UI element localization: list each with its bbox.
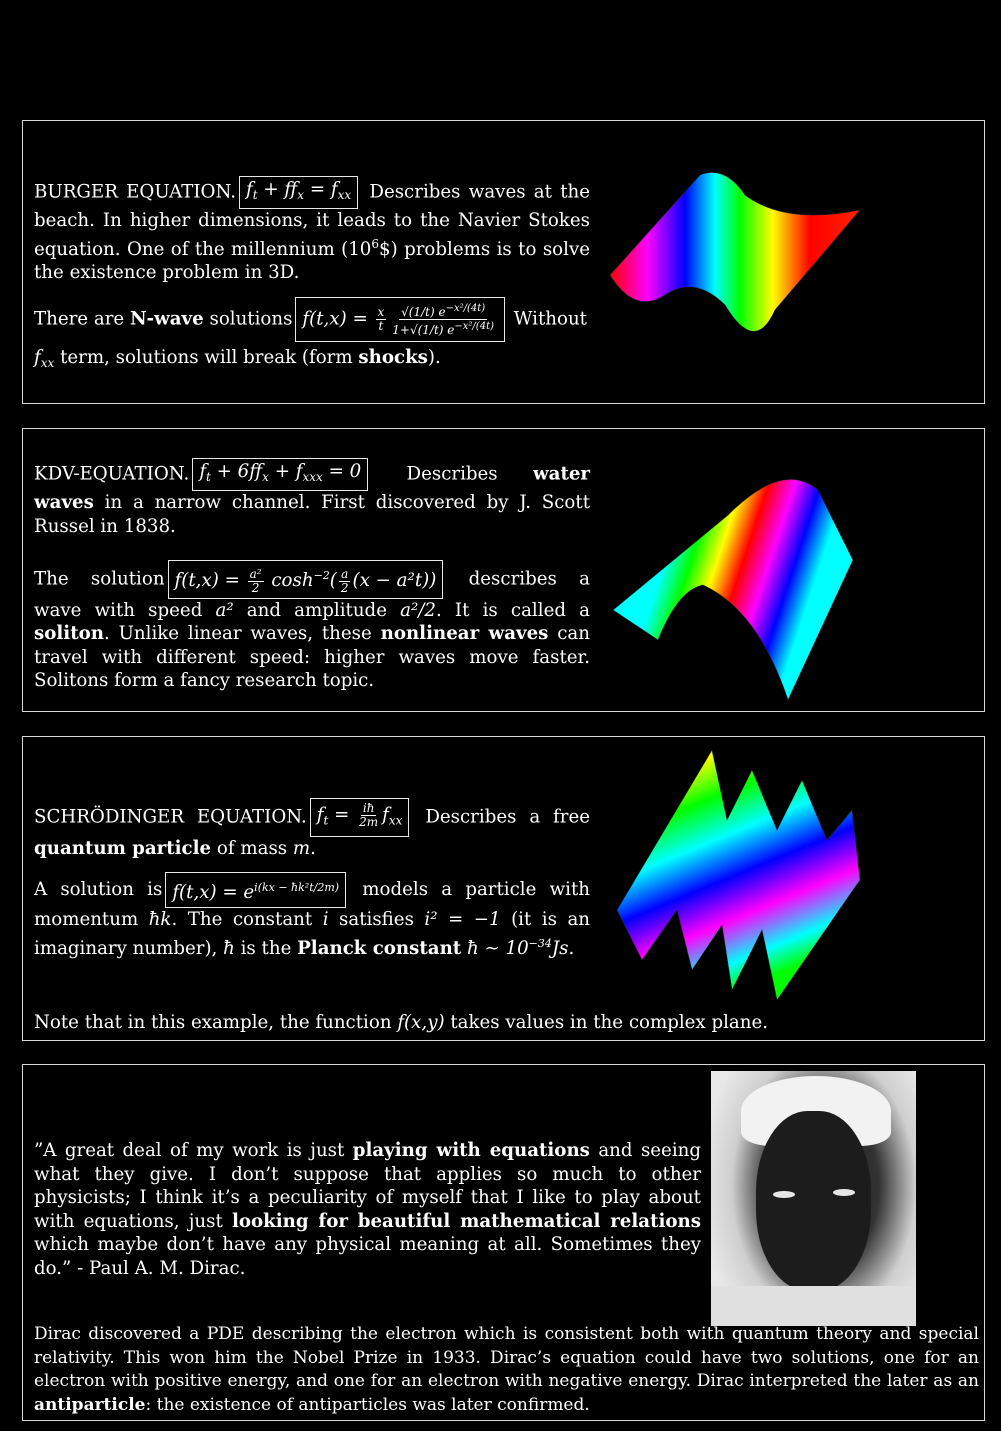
kdv-text-f: can travel with different speed: higher waves move faster. Solitons form a fancy research topic. xyxy=(34,623,590,692)
burger-shocks-bold: shocks xyxy=(358,346,428,368)
kdv-solution-intro: The solution xyxy=(34,568,165,590)
schrodinger-solution-intro: A solution is xyxy=(34,879,163,901)
dirac-portrait-eye xyxy=(773,1191,795,1198)
kdv-soliton-plot xyxy=(608,470,863,705)
kdv-equation-box: $f_t + 6ff_x + f_{xxx} = 0$ xyxy=(192,458,368,491)
burger-wave-plot xyxy=(605,165,865,360)
schrodinger-solution-box: $f(t,x) = e^{i(kx - ħk^2t/2m)}$ xyxy=(165,872,346,908)
burger-nwave-intro: There are xyxy=(34,308,130,329)
schrodinger-equation-box: $f_t$ = $\frac{iħ}{2m}$ $f_{xx}$ xyxy=(310,798,410,837)
dirac-quote xyxy=(34,1139,701,1280)
dirac-paragraph xyxy=(34,1323,979,1417)
quote-bold2: looking for beautiful mathematical relations xyxy=(232,1210,701,1232)
schrodinger-text-b: models a particle with momentum xyxy=(34,879,591,931)
kdv-text-e: . Unlike linear waves, these xyxy=(103,623,381,645)
burger-text: BURGER EQUATION. $f_t + ff_x = f_{xx}$ Describes waves at the beach. In higher dimensions, it leads to the Navier Stokes equation. One of the millennium $(10^6\$)$ problems is to solve the existence problem in 3D. There are N-wave solutions f(t,x) = $\frac{x}{t}$ $\frac{√(1/t) e^{-x^2/(4t)}}{1+√(1/t) e^{-x^2/(4t)}}$ Without $f_{xx}$ term, solutions will break (form shocks). xyxy=(34,176,590,375)
kdv-surface xyxy=(613,479,853,700)
schrodinger-title: SCHRÖDINGER EQUATION. xyxy=(34,806,307,828)
burger-shock-text: term, solutions will break (form xyxy=(54,346,359,368)
kdv-title: KDV-EQUATION. xyxy=(34,463,190,485)
burger-surface xyxy=(610,173,860,332)
dirac-para-part1: Dirac discovered a PDE describing the electron which is consistent both with quantum theory and special relativity. This won him the Nobel Prize in 1933. Dirac’s equation could have two solutions, one for an electron with positive energy, and one for an electron with negative energy. Dirac interpreted the later as an xyxy=(34,1324,979,1391)
burger-nwave-bold: N-wave xyxy=(129,308,204,329)
schrodinger-text-c: . The constant xyxy=(171,909,323,931)
kdv-soliton-bold: soliton xyxy=(34,623,104,645)
schrodinger-note: Note that in this example, the function f(x,y) takes values in the complex plane. xyxy=(34,1012,769,1033)
schrodinger-text: SCHRÖDINGER EQUATION. $f_t$ = $\frac{iħ}{2m}$ $f_{xx}$ Describes a free quantum particle of mass m. A solution is $f(t,x) = e^{i(kx - ħk^2t/2m)}$ models a particle with momentum ħk. The constant i satisfies i² = −1 (it is an imaginary number), ħ is the Planck constant ħ ∼ $10^{-34}Js$. xyxy=(34,798,590,960)
schrodinger-desc2: of mass xyxy=(211,837,293,859)
kdv-nonlinear-bold: nonlinear waves xyxy=(380,623,549,645)
dirac-para-part2: : the existence of antiparticles was later confirmed. xyxy=(145,1394,590,1415)
kdv-text: KDV-EQUATION. $f_t + 6ff_x + f_{xxx} = 0$ Describes water waves in a narrow channel. First discovered by J. Scott Russel in 1838. The solution f(t,x) = $\frac{\text{a²}}{2}$ $\cosh^{-2}$( $\frac{a}{2}$ (x − a²t)) describes a wave with speed a² and amplitude a²/2. It is called a soliton. Unlike linear waves, these nonlinear waves can travel with different speed: higher waves move faster. Solitons form a fancy research topic. xyxy=(34,458,590,693)
burger-equation-box: $f_t + ff_x = f_{xx}$ xyxy=(239,176,358,209)
schrodinger-quantum-bold: quantum particle xyxy=(34,837,212,859)
burger-desc2: $) problems is to solve the existence problem in 3D. xyxy=(34,238,590,283)
burger-solution-box: f(t,x) = $\frac{x}{t}$ $\frac{√(1/t) e^{-x^2/(4t)}}{1+√(1/t) e^{-x^2/(4t)}}$ xyxy=(295,297,505,342)
burger-end: ). xyxy=(427,346,441,368)
schrodinger-surface xyxy=(617,750,860,1000)
burger-without: Without xyxy=(508,308,587,329)
kdv-text-d: . It is called a xyxy=(435,599,590,621)
note-text-b: takes values in the complex plane. xyxy=(444,1012,769,1033)
burger-nwave-text: solutions xyxy=(203,308,293,329)
schrodinger-wave-plot xyxy=(612,750,862,1005)
kdv-desc: Describes xyxy=(371,463,533,485)
kdv-text-b: describes a wave with speed xyxy=(34,568,590,621)
quote-part3: which maybe don’t have any physical meaning at all. Sometimes they do.” - Paul A. M. Dirac. xyxy=(34,1234,701,1279)
dirac-portrait-eye xyxy=(833,1189,855,1196)
dirac-antiparticle-bold: antiparticle xyxy=(34,1394,146,1415)
quote-part1: ”A great deal of my work is just xyxy=(34,1140,353,1161)
kdv-solution-box: f(t,x) = $\frac{\text{a²}}{2}$ $\cosh^{-2}$( $\frac{a}{2}$ (x − a²t)) xyxy=(168,560,444,599)
burger-title: BURGER EQUATION. xyxy=(34,181,236,203)
burger-desc: Describes waves at the beach. In higher dimensions, it leads to the Navier Stokes equation. One of the millennium (10 xyxy=(34,181,590,260)
dirac-portrait xyxy=(711,1071,916,1326)
note-text: Note that in this example, the function xyxy=(34,1012,398,1033)
kdv-desc2: in a narrow channel. First discovered by J. Scott Russel in 1838. xyxy=(34,492,590,537)
quote-bold1: playing with equations xyxy=(352,1140,590,1161)
schrodinger-text-e: (it is an imaginary number), xyxy=(34,909,591,959)
schrodinger-text-d: satisfies xyxy=(328,909,425,931)
quote-part2: and seeing what they give. I don’t suppose that applies so much to other physicists; I think it’s a peculiarity of myself that I like to play about with equations, just xyxy=(34,1140,701,1232)
kdv-water-bold: water waves xyxy=(34,463,590,513)
dirac-portrait-collar xyxy=(711,1286,916,1326)
kdv-text-c: and amplitude xyxy=(233,599,401,621)
schrodinger-desc: Describes a free xyxy=(412,806,590,828)
burger-exp: 6 xyxy=(371,236,380,251)
schrodinger-text-f: is the xyxy=(234,937,298,959)
schrodinger-planck-bold: Planck constant xyxy=(297,937,462,959)
dirac-portrait-face xyxy=(756,1111,871,1291)
